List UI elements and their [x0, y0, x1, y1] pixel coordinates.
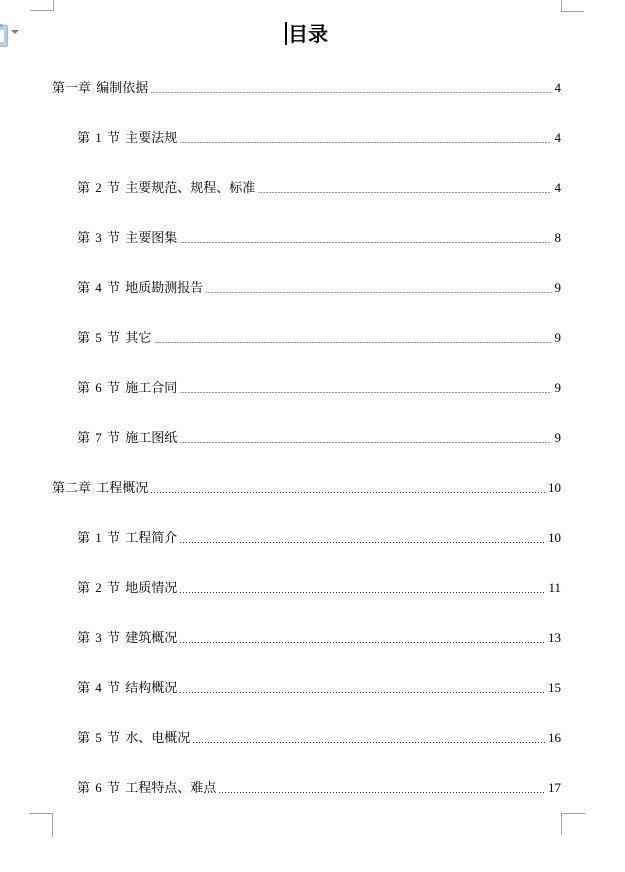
clipboard-paste-icon	[0, 25, 8, 47]
toc-entry-page: 9	[554, 280, 561, 295]
dot-leader-icon	[180, 441, 551, 443]
toc-entry-row[interactable]	[52, 80, 561, 95]
paste-options-button[interactable]	[0, 24, 20, 48]
dot-leader-icon	[180, 641, 545, 643]
toc-entry-label: 第 5 节 其它	[77, 330, 152, 345]
toc-entry-label: 第 3 节 主要图集	[77, 230, 178, 245]
toc-entry-page: 15	[548, 680, 561, 695]
toc-entry-row[interactable]	[77, 680, 561, 695]
toc-entry-page: 8	[554, 230, 561, 245]
toc-entry-label: 第 3 节 建筑概况	[77, 630, 178, 645]
toc-entry-page: 16	[548, 730, 561, 745]
toc-entry-row[interactable]	[77, 780, 561, 795]
toc-entry-row[interactable]	[77, 130, 561, 145]
toc-entry-row[interactable]	[77, 530, 561, 545]
toc-entry-row[interactable]	[77, 630, 561, 645]
toc-entry-page: 9	[554, 330, 561, 345]
toc-entry-page: 9	[554, 380, 561, 395]
toc-entry-label: 第 6 节 工程特点、难点	[77, 780, 217, 795]
toc-entry-row[interactable]	[77, 230, 561, 245]
margin-mark-top-right	[561, 0, 584, 12]
toc-entry-label: 第 4 节 地质勘测报告	[77, 280, 204, 295]
toc-entry-row[interactable]	[77, 330, 561, 345]
toc-entry-label: 第 2 节 主要规范、规程、标准	[77, 180, 256, 195]
text-cursor	[285, 22, 287, 45]
dropdown-arrow-icon	[11, 30, 19, 34]
toc-entry-page: 13	[548, 630, 561, 645]
toc-entry-page: 4	[554, 130, 561, 145]
dot-leader-icon	[180, 241, 551, 243]
toc-entry-label: 第 6 节 施工合同	[77, 380, 178, 395]
toc-entry-label: 第 5 节 水、电概况	[77, 730, 191, 745]
dot-leader-icon	[151, 91, 551, 93]
toc-entry-label: 第 1 节 工程简介	[77, 530, 178, 545]
margin-mark-bottom-left	[29, 813, 53, 837]
toc-entry-row[interactable]	[77, 380, 561, 395]
toc-entry-page: 10	[548, 480, 561, 495]
dot-leader-icon	[180, 691, 545, 693]
toc-entry-row[interactable]	[77, 280, 561, 295]
dot-leader-icon	[180, 141, 551, 143]
toc-entry-page: 4	[554, 80, 561, 95]
toc-entry-page: 11	[548, 580, 561, 595]
toc-entry-row[interactable]	[77, 430, 561, 445]
dot-leader-icon	[206, 291, 551, 293]
page-title[interactable]: 目录	[288, 24, 328, 46]
toc-entry-label: 第 1 节 主要法规	[77, 130, 178, 145]
toc-entry-label: 第 2 节 地质情况	[77, 580, 178, 595]
toc-entry-row[interactable]	[52, 480, 561, 495]
toc-entry-page: 17	[548, 780, 561, 795]
margin-mark-bottom-right	[561, 813, 585, 835]
dot-leader-icon	[154, 341, 551, 343]
toc-entry-label: 第 7 节 施工图纸	[77, 430, 178, 445]
dot-leader-icon	[193, 741, 545, 743]
dot-leader-icon	[151, 491, 545, 493]
toc-entry-label: 第二章 工程概况	[52, 480, 149, 495]
toc-entry-label: 第 4 节 结构概况	[77, 680, 178, 695]
toc-entry-page: 10	[548, 530, 561, 545]
dot-leader-icon	[258, 191, 551, 193]
dot-leader-icon	[180, 541, 545, 543]
dot-leader-icon	[219, 791, 545, 793]
dot-leader-icon	[180, 391, 551, 393]
margin-mark-top-left	[30, 0, 54, 11]
toc-entry-row[interactable]	[77, 180, 561, 195]
toc-entry-page: 9	[554, 430, 561, 445]
toc-title-line	[52, 22, 561, 48]
toc-entry-row[interactable]	[77, 580, 561, 595]
dot-leader-icon	[180, 591, 545, 593]
toc-entry-label: 第一章 编制依据	[52, 80, 149, 95]
toc-entry-row[interactable]	[77, 730, 561, 745]
toc-entry-page: 4	[554, 180, 561, 195]
